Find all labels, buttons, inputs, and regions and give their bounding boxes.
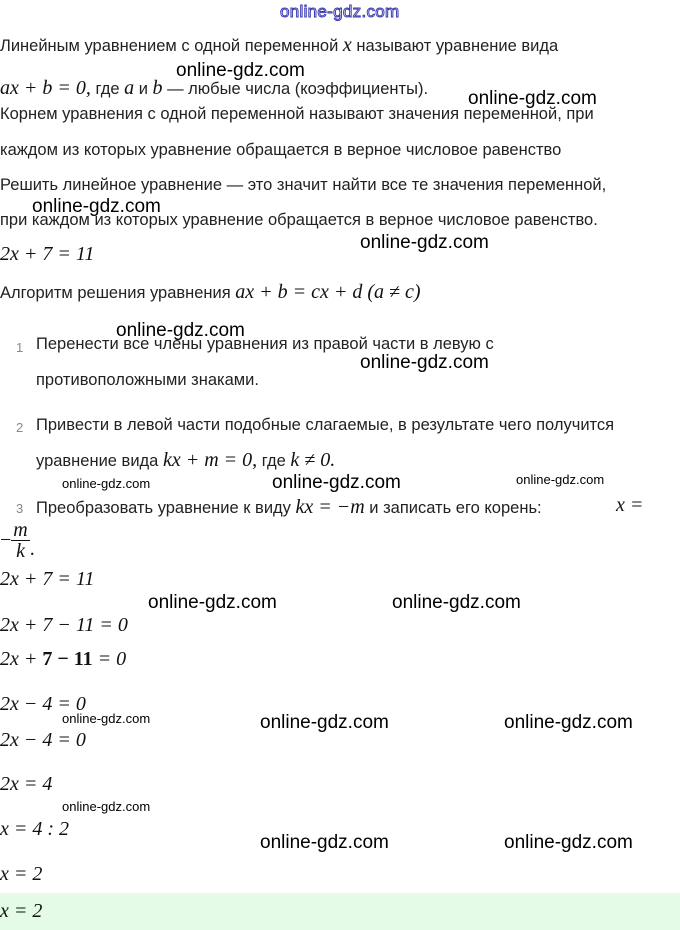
step-text: Преобразовать уравнение к виду bbox=[36, 499, 296, 517]
watermark: online-gdz.com bbox=[360, 352, 489, 373]
fraction-numerator: m bbox=[13, 519, 28, 541]
theory-line-3: Корнем уравнения с одной переменной называют значения переменной, при bbox=[0, 105, 594, 123]
theory-line-6: при каждом из которых уравнение обращается в верное числовое равенство. bbox=[0, 211, 598, 229]
header-watermark: online-gdz.com bbox=[280, 2, 400, 21]
watermark: online-gdz.com bbox=[176, 60, 305, 81]
watermark: online-gdz.com bbox=[62, 799, 151, 814]
solution-bold-part: 7 − 11 bbox=[42, 648, 93, 670]
solution-line-6: 2x = 4 bbox=[0, 773, 53, 795]
watermark: online-gdz.com bbox=[468, 88, 597, 109]
variable-x: x bbox=[342, 34, 352, 56]
solution-line-2: 2x + 7 − 11 = 0 bbox=[0, 614, 128, 636]
solution-part: 2x + bbox=[0, 648, 43, 670]
watermark: online-gdz.com bbox=[62, 711, 151, 726]
solution-line-4: 2x − 4 = 0 bbox=[0, 693, 86, 715]
step-text: уравнение вида bbox=[36, 452, 163, 470]
watermark: online-gdz.com bbox=[260, 712, 389, 733]
step-number: 2 bbox=[16, 420, 24, 435]
theory-text: где bbox=[90, 80, 125, 98]
step-equation: kx = −m bbox=[295, 496, 365, 518]
watermark: online-gdz.com bbox=[504, 832, 633, 853]
minus-sign: − bbox=[0, 529, 12, 551]
solution-part: = 0 bbox=[92, 648, 127, 670]
step-3-root-lhs: x = bbox=[616, 494, 644, 516]
step-number: 3 bbox=[16, 501, 24, 516]
step-2-line-1: Привести в левой части подобные слагаемые, в результате чего получится bbox=[36, 416, 615, 434]
solution-line-8: x = 2 bbox=[0, 863, 43, 885]
step-3-line-1 bbox=[36, 496, 542, 519]
solution-line-5: 2x − 4 = 0 bbox=[0, 729, 86, 751]
step-2-line-2 bbox=[36, 449, 335, 472]
theory-text: — любые числа (коэффициенты). bbox=[162, 80, 429, 98]
step-number: 1 bbox=[16, 340, 24, 355]
watermark: online-gdz.com bbox=[62, 476, 151, 491]
step-text: и записать его корень: bbox=[364, 499, 542, 517]
theory-text: называют уравнение вида bbox=[351, 37, 559, 55]
algorithm-equation: ax + b = cx + d (a ≠ c) bbox=[235, 281, 421, 303]
watermark: online-gdz.com bbox=[504, 712, 633, 733]
solution-line-1: 2x + 7 = 11 bbox=[0, 568, 95, 590]
theory-text: и bbox=[134, 80, 153, 98]
watermark: online-gdz.com bbox=[32, 196, 161, 217]
step-text: где bbox=[257, 452, 291, 470]
watermark: online-gdz.com bbox=[148, 592, 277, 613]
watermark: online-gdz.com bbox=[392, 592, 521, 613]
answer: x = 2 bbox=[0, 900, 43, 922]
coef-b: b bbox=[152, 77, 163, 99]
solution-line-7: x = 4 : 2 bbox=[0, 818, 70, 840]
algorithm-heading bbox=[0, 281, 421, 304]
watermark: online-gdz.com bbox=[116, 320, 245, 341]
linear-equation-form: ax + b = 0, bbox=[0, 77, 91, 99]
theory-text: Линейным уравнением с одной переменной bbox=[0, 37, 343, 55]
step-1-line-1: Перенести все члены уравнения из правой части в левую с bbox=[36, 335, 494, 353]
algorithm-text: Алгоритм решения уравнения bbox=[0, 284, 236, 302]
coef-a: a bbox=[124, 77, 135, 99]
period: . bbox=[29, 538, 35, 560]
step-3-root-fraction bbox=[0, 520, 35, 561]
theory-line-5: Решить линейное уравнение — это значит найти все те значения переменной, bbox=[0, 176, 607, 194]
watermark: online-gdz.com bbox=[272, 472, 401, 493]
fraction bbox=[11, 520, 29, 561]
watermark: online-gdz.com bbox=[260, 832, 389, 853]
step-equation: kx + m = 0, bbox=[162, 449, 258, 471]
theory-line-4: каждом из которых уравнение обращается в верное числовое равенство bbox=[0, 141, 562, 159]
answer-highlight bbox=[0, 893, 680, 930]
watermark: online-gdz.com bbox=[516, 472, 605, 487]
watermark: online-gdz.com bbox=[360, 232, 489, 253]
step-condition: k ≠ 0. bbox=[290, 449, 336, 471]
theory-line-1 bbox=[0, 34, 558, 57]
example-equation: 2x + 7 = 11 bbox=[0, 243, 95, 265]
step-1-line-2: противоположными знаками. bbox=[36, 371, 259, 389]
solution-line-3 bbox=[0, 648, 126, 671]
fraction-denominator: k bbox=[16, 540, 25, 562]
